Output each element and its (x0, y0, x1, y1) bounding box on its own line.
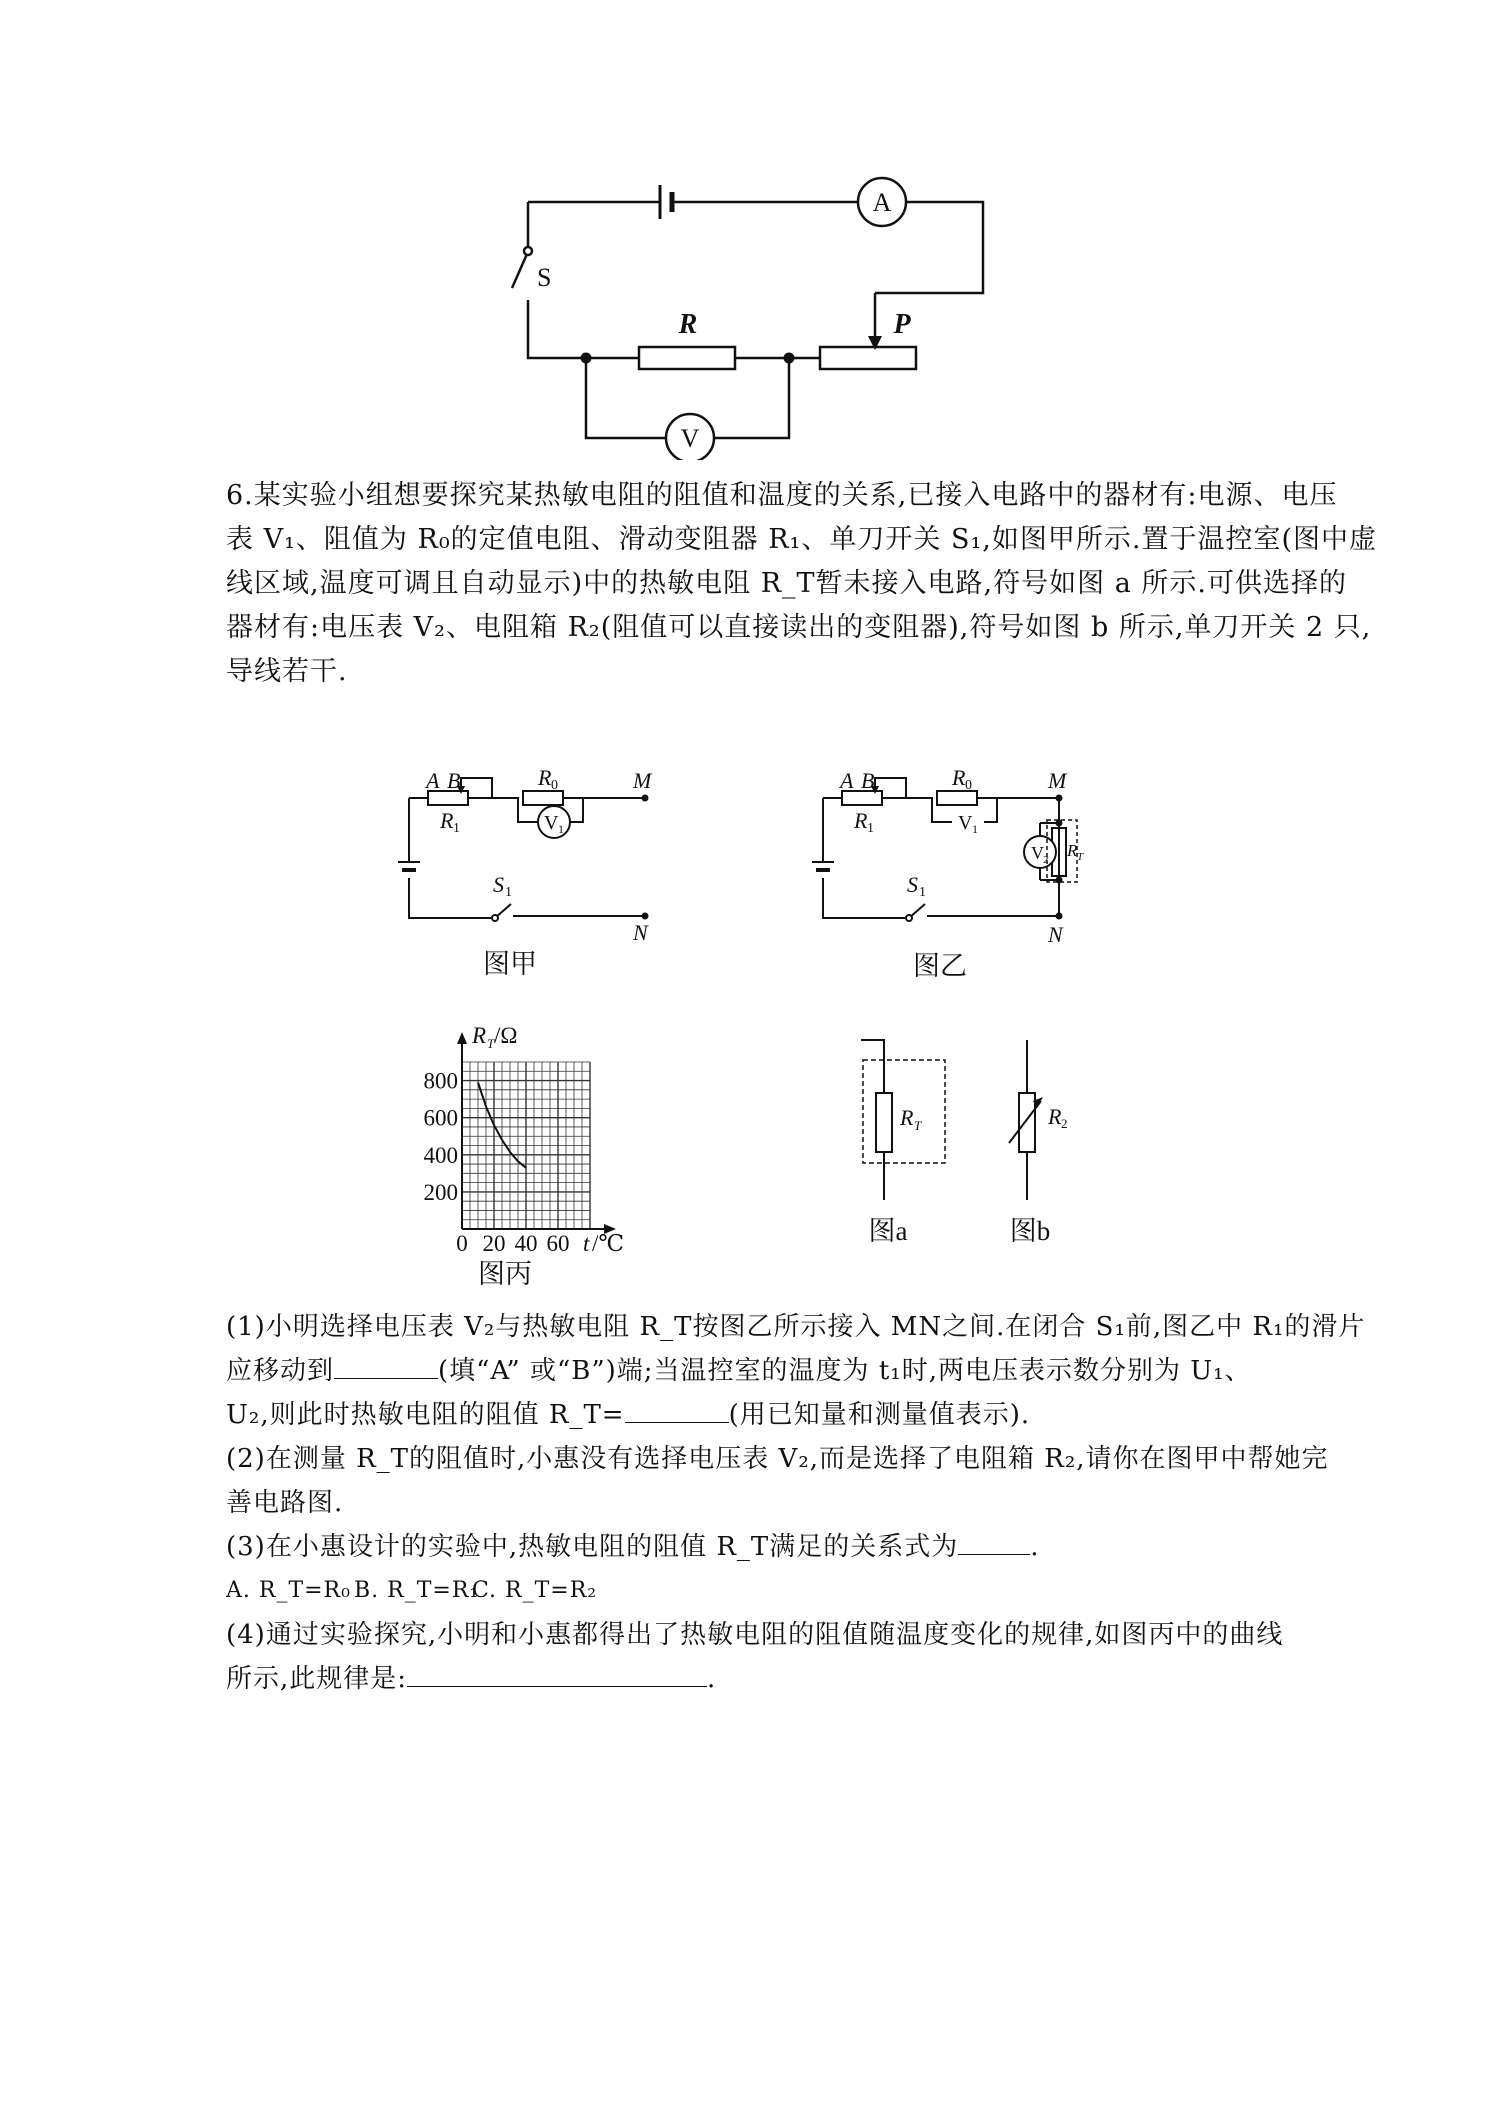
figure-a-symbol (840, 1030, 960, 1260)
jia-label-R1: R (440, 808, 454, 833)
chart-x-label: t (583, 1231, 590, 1256)
chart-grid (462, 1062, 590, 1229)
answer-blank-4[interactable] (407, 1662, 707, 1687)
x-tick-label: 60 (546, 1231, 570, 1256)
top-circuit-diagram (500, 170, 1020, 460)
q3-text: . (1030, 1532, 1040, 1562)
intro-line: 导线若干. (226, 656, 348, 687)
jia-label-V1-sub: 1 (558, 822, 564, 836)
y-tick-label: 800 (423, 1068, 458, 1094)
jia-label-S1-sub: 1 (505, 885, 512, 900)
q4-line-1: (4)通过实验探究,小明和小惠都得出了热敏电阻的阻值随温度变化的规律,如图丙中的曲线 (226, 1620, 1284, 1650)
intro-line: 表 V₁、阻值为 R₀的定值电阻、滑动变阻器 R₁、单刀开关 S₁,如图甲所示.置于温控室(图中虚 (226, 524, 1377, 555)
rheostat-label: P (893, 309, 911, 340)
yi-label-R0: R (952, 765, 966, 790)
q1-line-1: (1)小明选择电压表 V₂与热敏电阻 R_T按图乙所示接入 MN之间.在闭合 S₁前,图乙中 R₁的滑片 (226, 1312, 1366, 1342)
yi-label-N: N (1048, 922, 1063, 947)
yi-label-S1: S (907, 872, 918, 897)
yi-label-V2: V (1031, 843, 1044, 863)
jia-label-A: A (426, 768, 440, 793)
intro-text: 某实验小组想要探究某热敏电阻的阻值和温度的关系,已接入电路中的器材有:电源、电压 (253, 480, 1338, 511)
option-b[interactable]: B. R_T=R₁ (354, 1578, 480, 1603)
jia-caption: 图甲 (483, 949, 537, 979)
yi-label-R1-sub: 1 (867, 821, 874, 836)
chart-x-unit: /℃ (592, 1231, 625, 1256)
chart-y-label-sub: T (487, 1036, 495, 1051)
chart-y-unit: /Ω (494, 1023, 518, 1048)
a-label: R (900, 1105, 914, 1130)
chart-y-label: R (472, 1023, 487, 1048)
voltmeter-label: V (680, 424, 700, 453)
answer-blank-2[interactable] (625, 1398, 729, 1423)
q1-text: U₂,则此时热敏电阻的阻值 R_T= (226, 1400, 625, 1430)
answer-blank-1[interactable] (334, 1354, 438, 1379)
yi-label-RT-sub: T (1077, 851, 1084, 863)
figure-jia-circuit (395, 760, 675, 1000)
b-label-sub: 2 (1061, 1116, 1068, 1131)
y-tick-labels (424, 1069, 459, 1205)
a-caption: 图a (868, 1216, 908, 1246)
yi-label-V1: V (958, 812, 973, 834)
q2-line-1: (2)在测量 R_T的阻值时,小惠没有选择电压表 V₂,而是选择了电阻箱 R₂,请你在图甲中帮她完 (226, 1444, 1329, 1474)
ammeter-label: A (872, 188, 892, 217)
x-tick-label: 40 (514, 1231, 538, 1256)
yi-label-R0-sub: 0 (965, 778, 972, 793)
question-number: 6. (226, 480, 254, 511)
yi-caption: 图乙 (913, 951, 967, 981)
q4-text: 所示,此规律是: (226, 1664, 408, 1694)
q2-line-2: 善电路图. (226, 1488, 344, 1518)
figure-bing-chart (395, 1020, 655, 1295)
option-a[interactable]: A. R_T=R₀ (226, 1578, 351, 1603)
x-tick-label: 20 (482, 1231, 506, 1256)
y-tick-label: 200 (423, 1179, 458, 1205)
yi-label-R1: R (854, 808, 868, 833)
answer-blank-3[interactable] (958, 1530, 1030, 1555)
yi-label-M: M (1048, 768, 1067, 793)
yi-label-B: B (861, 768, 875, 793)
yi-label-A: A (840, 768, 854, 793)
figure-yi-circuit (810, 760, 1110, 1000)
option-c[interactable]: C. R_T=R₂ (472, 1578, 598, 1603)
x-tick-labels (456, 1231, 569, 1256)
jia-label-R0-sub: 0 (551, 778, 558, 793)
bing-caption: 图丙 (478, 1259, 532, 1289)
q3-line-1 (226, 1525, 1272, 1569)
yi-label-S1-sub: 1 (919, 885, 926, 900)
q3-text: (3)在小惠设计的实验中,热敏电阻的阻值 R_T满足的关系式为 (226, 1532, 959, 1562)
jia-label-N: N (633, 920, 648, 945)
resistor-label: R (678, 309, 698, 340)
q1-text: 应移动到 (226, 1356, 335, 1386)
x-tick-label: 0 (456, 1231, 468, 1256)
q4-line-2 (226, 1657, 1272, 1701)
y-tick-label: 400 (423, 1142, 458, 1168)
b-caption: 图b (1009, 1216, 1051, 1246)
question-intro (226, 474, 1377, 694)
q1-text: (填“A” 或“B”)端;当温控室的温度为 t₁时,两电压表示数分别为 U₁、 (438, 1356, 1252, 1386)
switch-label: S (537, 263, 552, 292)
q3-options (226, 1569, 1272, 1613)
intro-line (226, 474, 1338, 518)
jia-label-M: M (633, 768, 652, 793)
intro-line: 线区域,温度可调且自动显示)中的热敏电阻 R_T暂未接入电路,符号如图 a 所示.可供选择的 (226, 568, 1347, 599)
sub-questions (226, 1305, 1366, 1701)
jia-label-R0: R (538, 765, 552, 790)
q1-line-3 (226, 1393, 1272, 1437)
q4-text: . (707, 1664, 717, 1694)
jia-label-B: B (447, 768, 461, 793)
q1-line-2 (226, 1349, 1272, 1393)
b-label: R (1048, 1104, 1062, 1129)
figure-b-symbol (990, 1030, 1100, 1260)
yi-label-RT: R (1067, 841, 1078, 860)
q1-text: (用已知量和测量值表示). (728, 1400, 1031, 1430)
jia-label-V1: V (544, 812, 559, 834)
jia-label-S1: S (493, 872, 504, 897)
yi-label-V1-sub: 1 (972, 822, 978, 836)
y-tick-label: 600 (423, 1105, 458, 1131)
yi-label-V2-sub: 2 (1043, 854, 1049, 866)
intro-line: 器材有:电压表 V₂、电阻箱 R₂(阻值可以直接读出的变阻器),符号如图 b 所示,单刀开关 2 只, (226, 612, 1372, 643)
a-label-sub: T (914, 1118, 922, 1133)
jia-label-R1-sub: 1 (453, 821, 460, 836)
